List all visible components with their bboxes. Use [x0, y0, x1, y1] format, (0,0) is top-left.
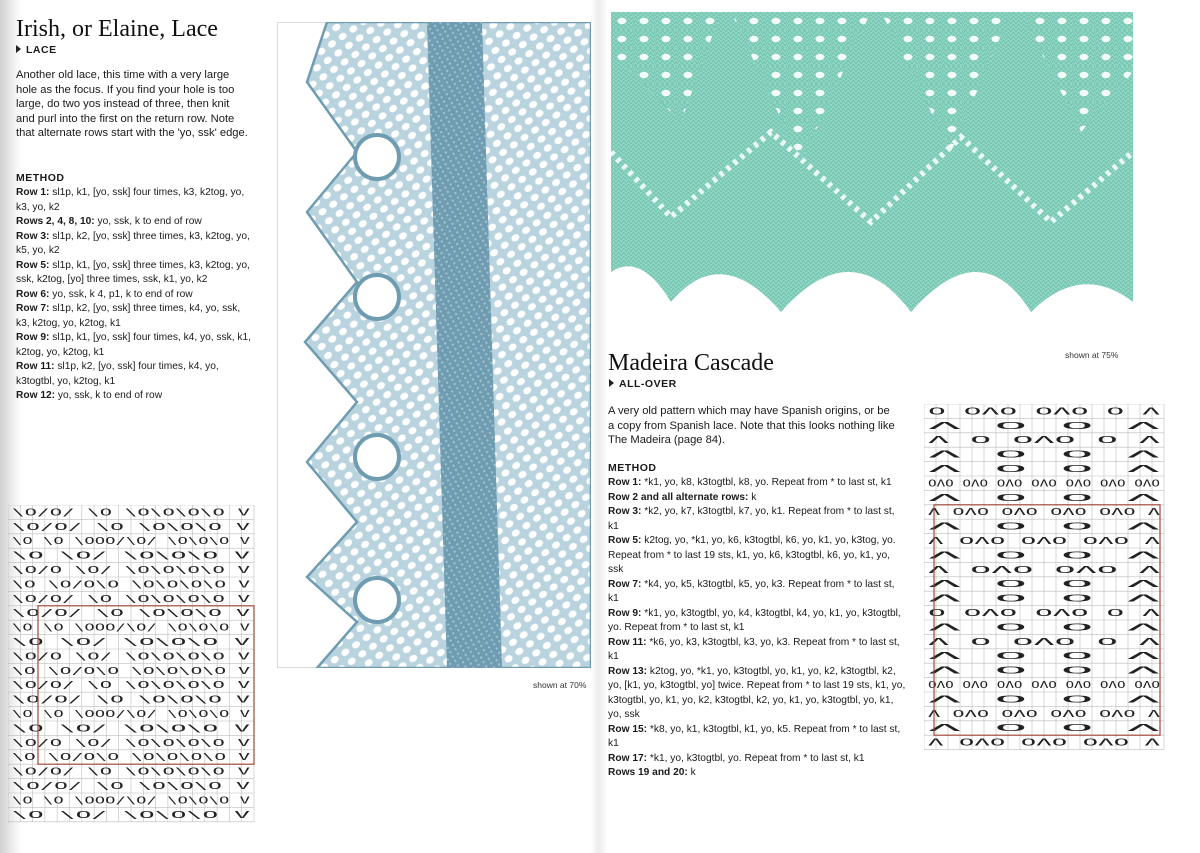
chart-row-symbols: Λ O O Λ	[928, 492, 1160, 504]
page-spine	[590, 0, 608, 853]
right-method-rows	[608, 476, 908, 781]
right-photo-caption: shown at 75%	[1065, 350, 1119, 360]
right-method-heading: METHOD	[608, 462, 657, 474]
triangle-bullet-icon	[609, 379, 614, 387]
chart-row-symbols: Λ O O Λ	[928, 723, 1160, 735]
method-row: Row 7: *k4, yo, k5, k3togtbl, k5, yo, k3. Repeat from * to last st, k1	[608, 578, 895, 604]
triangle-bullet-icon	[16, 45, 21, 53]
chart-row-symbols: \O/O/ \O \O\O\O V	[12, 521, 250, 533]
chart-row-symbols: Λ O O Λ	[928, 593, 1160, 605]
chart-row-symbols: \O/O/ \O \O\O\O\O V	[12, 680, 250, 692]
left-lace-photo	[277, 22, 591, 668]
method-row: Row 7: sl1p, k2, [yo, ssk] three times, k4, yo, ssk, k3, k2tog, yo, k2tog, k1	[16, 303, 241, 329]
method-row: Row 9: sl1p, k1, [yo, ssk] four times, k4, yo, ssk, k1, k2tog, yo, k2tog, k1	[16, 332, 251, 358]
chart-row-symbols: Λ O OΛO O Λ	[928, 636, 1160, 648]
method-row: Row 17: *k1, yo, k3togtbl, yo. Repeat from * to last st, k1	[608, 752, 865, 764]
chart-row-symbols: Λ OΛO OΛO OΛO Λ	[928, 737, 1160, 749]
chart-row-symbols: \O \O/O\O \O\O\O\O V	[12, 579, 250, 591]
chart-row-symbols: Λ OΛO OΛO OΛO Λ	[928, 536, 1160, 547]
chart-row-symbols: Λ OΛO OΛO OΛO OΛO Λ	[928, 708, 1160, 720]
left-pattern-category	[16, 44, 57, 56]
left-method-heading: METHOD	[16, 172, 65, 184]
right-category-label: ALL-OVER	[619, 378, 677, 390]
chart-row-symbols: \O \O/ \O\O\O V	[12, 809, 250, 821]
right-pattern-category	[609, 378, 677, 390]
method-row: Row 12: yo, ssk, k to end of row	[16, 390, 163, 401]
method-row: Row 13: k2tog, yo, *k1, yo, k3togtbl, yo, k1, yo, k2, k3togtbl, k2, yo, [k1, yo, k3togtbl, yo] twice. Repeat from * to last 19 sts, k1, yo, k3togtbl, yo, k1, yo, k2, k3togtbl, k2, yo, k1, yo, k3togtbl, yo, k1, yo, ssk	[608, 665, 906, 720]
chart-row-symbols: Λ O O Λ	[928, 449, 1160, 461]
chart-row-symbols: \O \O/O\O \O\O\O\O V	[12, 665, 250, 677]
chart-row-symbols: Λ O O Λ	[928, 521, 1160, 533]
green-lace-image	[611, 12, 1133, 335]
method-row: Row 3: *k2, yo, k7, k3togtbl, k7, yo, k1. Repeat from * to last st, k1	[608, 506, 895, 532]
chart-row-symbols: Λ O O Λ	[928, 665, 1160, 677]
method-row: Rows 19 and 20: k	[608, 767, 696, 778]
right-lace-photo	[611, 12, 1133, 335]
chart-row-symbols: \O/O \O/ \O\O\O\O V	[12, 565, 250, 576]
chart-row-symbols: \O \O/O\O \O\O\O\O V	[12, 752, 250, 764]
chart-row-symbols: \O/O/ \O \O\O\O\O V	[12, 593, 250, 605]
method-row: Row 1: sl1p, k1, [yo, ssk] four times, k3, k2tog, yo, k3, yo, k2	[16, 187, 245, 213]
chart-row-symbols: \O \O/ \O\O\O V	[12, 723, 250, 735]
chart-row-symbols: Λ O O Λ	[928, 464, 1160, 475]
chart-row-symbols: \O/O \O/ \O\O\O\O V	[12, 651, 250, 663]
chart-row-symbols: OΛO OΛO OΛO OΛO OΛO OΛO OΛO	[928, 478, 1160, 490]
chart-row-symbols: \O/O/ \O \O\O\O V	[12, 694, 250, 706]
method-row: Row 5: sl1p, k1, [yo, ssk] three times, k3, k2tog, yo, ssk, k2tog, [yo] three times, ssk, k1, yo, k2	[16, 259, 250, 285]
right-knitting-chart	[924, 404, 1174, 752]
left-category-label: LACE	[26, 44, 57, 56]
chart-row-symbols: \O/O/ \O \O\O\O\O V	[12, 507, 250, 519]
chart-row-symbols: Λ OΛO OΛO Λ	[928, 564, 1160, 576]
chart-row-symbols: \O/O/ \O \O\O\O V	[12, 608, 250, 620]
method-row: Row 1: *k1, yo, k8, k3togtbl, k8, yo. Repeat from * to last st, k1	[608, 477, 892, 488]
method-row: Row 5: k2tog, yo, *k1, yo, k6, k3togtbl, k6, yo, k1, yo, k3tog, yo. Repeat from * to last 19 sts, k1, yo, k6, k3togtbl, k6, yo, k1, yo, ssk	[608, 535, 896, 575]
left-photo-caption: shown at 70%	[533, 680, 587, 690]
method-row: Row 6: yo, ssk, k 4, p1, k to end of row	[16, 288, 193, 300]
left-knitting-chart	[8, 505, 258, 823]
left-pattern-title: Irish, or Elaine, Lace	[16, 16, 218, 42]
left-pattern-description: Another old lace, this time with a very large hole as the focus. If you find your hole is too large, do two yos instead of three, then knit and purl into the first on the return row. Note that alternate rows start with the 'yo, ssk' edge.	[16, 69, 248, 140]
chart-row-symbols: \O \O \OOO/\O/ \O\O\O V	[12, 536, 250, 548]
method-row: Row 15: *k8, yo, k1, k3togtbl, k1, yo, k5. Repeat from * to last st, k1	[608, 723, 901, 749]
method-row: Row 9: *k1, yo, k3togtbl, yo, k4, k3togtbl, k4, yo, k1, yo, k3togtbl, yo. Repeat from * to last st, k1	[608, 607, 901, 633]
method-row: Row 3: sl1p, k2, [yo, ssk] three times, k3, k2tog, yo, k5, yo, k2	[16, 230, 250, 256]
chart-row-symbols: \O/O \O/ \O\O\O\O V	[12, 737, 250, 749]
method-row: Row 11: sl1p, k2, [yo, ssk] four times, k4, yo, k3togtbl, yo, k2tog, k1	[16, 361, 219, 387]
chart-row-symbols: \O \O \OOO/\O/ \O\O\O V	[12, 622, 250, 634]
method-row: Rows 2, 4, 8, 10: yo, ssk, k to end of row	[16, 216, 202, 227]
chart-row-symbols: Λ O O Λ	[928, 694, 1160, 706]
chart-row-symbols: O OΛO OΛO O Λ	[928, 406, 1160, 418]
chart-row-symbols: Λ O OΛO O Λ	[928, 435, 1160, 447]
chart-row-symbols: Λ O O Λ	[928, 651, 1160, 663]
method-row: Row 2 and all alternate rows: k	[608, 491, 757, 503]
chart-row-symbols: Λ O O Λ	[928, 622, 1160, 634]
chart-row-symbols: Λ OΛO OΛO OΛO OΛO Λ	[928, 507, 1160, 519]
chart-row-symbols: \O \O \OOO/\O/ \O\O\O V	[12, 795, 250, 807]
chart-row-symbols: Λ O O Λ	[928, 550, 1160, 562]
chart-row-symbols: Λ O O Λ	[928, 420, 1160, 432]
chart-row-symbols: O OΛO OΛO O Λ	[928, 608, 1160, 619]
chart-row-symbols: Λ O O Λ	[928, 579, 1160, 591]
chart-row-symbols: \O/O/ \O \O\O\O\O V	[12, 766, 250, 778]
chart-row-symbols: \O \O \OOO/\O/ \O\O\O V	[12, 709, 250, 720]
chart-row-symbols: \O \O/ \O\O\O V	[12, 637, 250, 648]
left-method-rows	[16, 186, 252, 404]
right-pattern-description: A very old pattern which may have Spanish origins, or be a copy from Spanish lace. Note that this looks nothing like The Madeira (page 84).	[608, 405, 895, 447]
blue-lace-image	[277, 22, 591, 668]
chart-row-symbols: \O \O/ \O\O\O V	[12, 550, 250, 562]
method-row: Row 11: *k6, yo, k3, k3togtbl, k3, yo, k3. Repeat from * to last st, k1	[608, 636, 900, 662]
right-pattern-title: Madeira Cascade	[608, 350, 774, 376]
chart-row-symbols: OΛO OΛO OΛO OΛO OΛO OΛO OΛO	[928, 680, 1160, 691]
chart-row-symbols: \O/O/ \O \O\O\O V	[12, 781, 250, 792]
